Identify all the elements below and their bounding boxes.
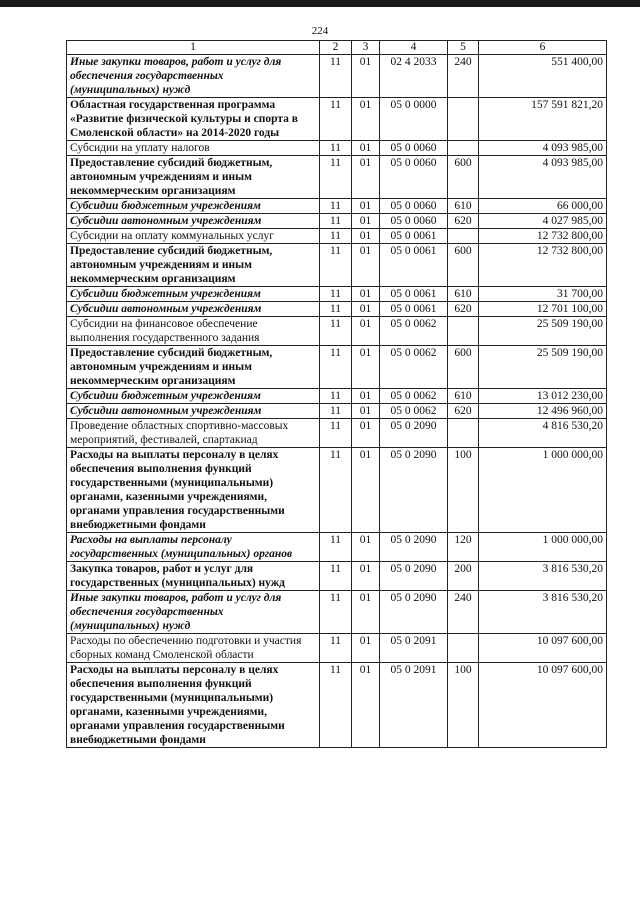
- expense-type-cell: [448, 419, 479, 448]
- amount-cell: 4 093 985,00: [479, 156, 607, 199]
- subsection-code-cell: 01: [352, 229, 380, 244]
- target-article-cell: 05 0 2090: [380, 419, 448, 448]
- target-article-cell: 05 0 2091: [380, 663, 448, 748]
- section-code-cell: 11: [320, 663, 352, 748]
- scan-top-edge: [0, 0, 640, 7]
- expense-type-cell: 610: [448, 199, 479, 214]
- expense-name-cell: Субсидии на уплату налогов: [67, 141, 320, 156]
- amount-cell: 1 000 000,00: [479, 533, 607, 562]
- expense-type-cell: 120: [448, 533, 479, 562]
- target-article-cell: 02 4 2033: [380, 55, 448, 98]
- target-article-cell: 05 0 0061: [380, 302, 448, 317]
- table-row: [67, 346, 607, 389]
- section-code-cell: 11: [320, 141, 352, 156]
- table-row: [67, 404, 607, 419]
- target-article-cell: 05 0 0062: [380, 317, 448, 346]
- subsection-code-cell: 01: [352, 591, 380, 634]
- column-number: 3: [352, 41, 380, 55]
- subsection-code-cell: 01: [352, 302, 380, 317]
- amount-cell: 3 816 530,20: [479, 562, 607, 591]
- subsection-code-cell: 01: [352, 634, 380, 663]
- column-number: 1: [67, 41, 320, 55]
- target-article-cell: 05 0 0060: [380, 214, 448, 229]
- expense-type-cell: 620: [448, 302, 479, 317]
- expense-name-cell: Иные закупки товаров, работ и услуг для обеспечения государственных (муниципальных) нужд: [67, 591, 320, 634]
- expense-type-cell: 610: [448, 287, 479, 302]
- amount-cell: 3 816 530,20: [479, 591, 607, 634]
- expense-type-cell: 620: [448, 404, 479, 419]
- expense-name-cell: Субсидии на оплату коммунальных услуг: [67, 229, 320, 244]
- table-row: [67, 591, 607, 634]
- expense-type-cell: 620: [448, 214, 479, 229]
- target-article-cell: 05 0 0061: [380, 244, 448, 287]
- target-article-cell: 05 0 0060: [380, 199, 448, 214]
- section-code-cell: 11: [320, 229, 352, 244]
- expense-type-cell: [448, 229, 479, 244]
- subsection-code-cell: 01: [352, 317, 380, 346]
- amount-cell: 1 000 000,00: [479, 448, 607, 533]
- subsection-code-cell: 01: [352, 419, 380, 448]
- subsection-code-cell: 01: [352, 562, 380, 591]
- target-article-cell: 05 0 0000: [380, 98, 448, 141]
- expense-type-cell: 240: [448, 55, 479, 98]
- expense-type-cell: 240: [448, 591, 479, 634]
- target-article-cell: 05 0 2091: [380, 634, 448, 663]
- subsection-code-cell: 01: [352, 214, 380, 229]
- section-code-cell: 11: [320, 634, 352, 663]
- section-code-cell: 11: [320, 98, 352, 141]
- target-article-cell: 05 0 2090: [380, 591, 448, 634]
- table-row: [67, 448, 607, 533]
- section-code-cell: 11: [320, 317, 352, 346]
- section-code-cell: 11: [320, 302, 352, 317]
- amount-cell: 10 097 600,00: [479, 663, 607, 748]
- expense-name-cell: Субсидии бюджетным учреждениям: [67, 287, 320, 302]
- target-article-cell: 05 0 2090: [380, 562, 448, 591]
- expense-type-cell: 610: [448, 389, 479, 404]
- column-number: 2: [320, 41, 352, 55]
- expense-type-cell: 600: [448, 244, 479, 287]
- expense-name-cell: Расходы на выплаты персоналу в целях обеспечения выполнения функций государственными (муниципальными) органами, казенными учреждениями, органами управления государственными внебюджетными фондами: [67, 448, 320, 533]
- subsection-code-cell: 01: [352, 199, 380, 214]
- amount-cell: 4 816 530,20: [479, 419, 607, 448]
- subsection-code-cell: 01: [352, 389, 380, 404]
- expense-type-cell: [448, 141, 479, 156]
- subsection-code-cell: 01: [352, 55, 380, 98]
- subsection-code-cell: 01: [352, 98, 380, 141]
- expense-type-cell: 100: [448, 448, 479, 533]
- amount-cell: 551 400,00: [479, 55, 607, 98]
- target-article-cell: 05 0 2090: [380, 448, 448, 533]
- table-row: [67, 533, 607, 562]
- table-row: [67, 389, 607, 404]
- amount-cell: 25 509 190,00: [479, 317, 607, 346]
- amount-cell: 12 496 960,00: [479, 404, 607, 419]
- amount-cell: 12 732 800,00: [479, 244, 607, 287]
- table-row: [67, 156, 607, 199]
- section-code-cell: 11: [320, 214, 352, 229]
- section-code-cell: 11: [320, 156, 352, 199]
- expense-name-cell: Субсидии автономным учреждениям: [67, 404, 320, 419]
- section-code-cell: 11: [320, 55, 352, 98]
- section-code-cell: 11: [320, 404, 352, 419]
- table-row: [67, 199, 607, 214]
- section-code-cell: 11: [320, 533, 352, 562]
- amount-cell: 31 700,00: [479, 287, 607, 302]
- column-number-row: [67, 41, 607, 55]
- table-row: [67, 663, 607, 748]
- section-code-cell: 11: [320, 419, 352, 448]
- table-row: [67, 141, 607, 156]
- table-row: [67, 419, 607, 448]
- amount-cell: 66 000,00: [479, 199, 607, 214]
- section-code-cell: 11: [320, 448, 352, 533]
- expense-name-cell: Предоставление субсидий бюджетным, автономным учреждениям и иным некоммерческим организациям: [67, 244, 320, 287]
- expense-type-cell: 200: [448, 562, 479, 591]
- target-article-cell: 05 0 0061: [380, 287, 448, 302]
- column-number: 4: [380, 41, 448, 55]
- subsection-code-cell: 01: [352, 533, 380, 562]
- page-number: 224: [311, 25, 329, 37]
- amount-cell: 10 097 600,00: [479, 634, 607, 663]
- subsection-code-cell: 01: [352, 663, 380, 748]
- expense-name-cell: Областная государственная программа «Развитие физической культуры и спорта в Смоленской области» на 2014-2020 годы: [67, 98, 320, 141]
- target-article-cell: 05 0 0062: [380, 346, 448, 389]
- amount-cell: 4 093 985,00: [479, 141, 607, 156]
- target-article-cell: 05 0 2090: [380, 533, 448, 562]
- column-number: 5: [448, 41, 479, 55]
- expense-name-cell: Расходы на выплаты персоналу в целях обеспечения выполнения функций государственными (муниципальными) органами, казенными учреждениями, органами управления государственными внебюджетными фондами: [67, 663, 320, 748]
- expense-name-cell: Закупка товаров, работ и услуг для государственных (муниципальных) нужд: [67, 562, 320, 591]
- expense-name-cell: Предоставление субсидий бюджетным, автономным учреждениям и иным некоммерческим организациям: [67, 156, 320, 199]
- expense-name-cell: Субсидии автономным учреждениям: [67, 302, 320, 317]
- table-row: [67, 634, 607, 663]
- subsection-code-cell: 01: [352, 448, 380, 533]
- amount-cell: 25 509 190,00: [479, 346, 607, 389]
- expense-name-cell: Предоставление субсидий бюджетным, автономным учреждениям и иным некоммерческим организациям: [67, 346, 320, 389]
- amount-cell: 12 732 800,00: [479, 229, 607, 244]
- subsection-code-cell: 01: [352, 141, 380, 156]
- subsection-code-cell: 01: [352, 244, 380, 287]
- section-code-cell: 11: [320, 591, 352, 634]
- table-row: [67, 214, 607, 229]
- section-code-cell: 11: [320, 199, 352, 214]
- expense-name-cell: Субсидии бюджетным учреждениям: [67, 199, 320, 214]
- amount-cell: 157 591 821,20: [479, 98, 607, 141]
- budget-table-body: [67, 41, 607, 748]
- section-code-cell: 11: [320, 287, 352, 302]
- expense-name-cell: Иные закупки товаров, работ и услуг для обеспечения государственных (муниципальных) нужд: [67, 55, 320, 98]
- table-row: [67, 244, 607, 287]
- section-code-cell: 11: [320, 562, 352, 591]
- amount-cell: 12 701 100,00: [479, 302, 607, 317]
- subsection-code-cell: 01: [352, 287, 380, 302]
- expense-name-cell: Проведение областных спортивно-массовых мероприятий, фестивалей, спартакиад: [67, 419, 320, 448]
- expense-type-cell: [448, 317, 479, 346]
- section-code-cell: 11: [320, 346, 352, 389]
- table-row: [67, 55, 607, 98]
- target-article-cell: 05 0 0062: [380, 404, 448, 419]
- expense-type-cell: [448, 98, 479, 141]
- section-code-cell: 11: [320, 244, 352, 287]
- target-article-cell: 05 0 0062: [380, 389, 448, 404]
- expense-name-cell: Субсидии на финансовое обеспечение выполнения государственного задания: [67, 317, 320, 346]
- subsection-code-cell: 01: [352, 156, 380, 199]
- expense-name-cell: Субсидии бюджетным учреждениям: [67, 389, 320, 404]
- target-article-cell: 05 0 0061: [380, 229, 448, 244]
- target-article-cell: 05 0 0060: [380, 156, 448, 199]
- section-code-cell: 11: [320, 389, 352, 404]
- expense-type-cell: [448, 634, 479, 663]
- expense-name-cell: Расходы на выплаты персоналу государственных (муниципальных) органов: [67, 533, 320, 562]
- expense-type-cell: 600: [448, 156, 479, 199]
- table-row: [67, 98, 607, 141]
- amount-cell: 13 012 230,00: [479, 389, 607, 404]
- budget-table: [66, 40, 607, 748]
- expense-name-cell: Расходы по обеспечению подготовки и участия сборных команд Смоленской области: [67, 634, 320, 663]
- expense-type-cell: 100: [448, 663, 479, 748]
- expense-type-cell: 600: [448, 346, 479, 389]
- table-row: [67, 317, 607, 346]
- target-article-cell: 05 0 0060: [380, 141, 448, 156]
- subsection-code-cell: 01: [352, 404, 380, 419]
- subsection-code-cell: 01: [352, 346, 380, 389]
- expense-name-cell: Субсидии автономным учреждениям: [67, 214, 320, 229]
- amount-cell: 4 027 985,00: [479, 214, 607, 229]
- column-number: 6: [479, 41, 607, 55]
- table-row: [67, 562, 607, 591]
- table-row: [67, 287, 607, 302]
- table-row: [67, 229, 607, 244]
- table-row: [67, 302, 607, 317]
